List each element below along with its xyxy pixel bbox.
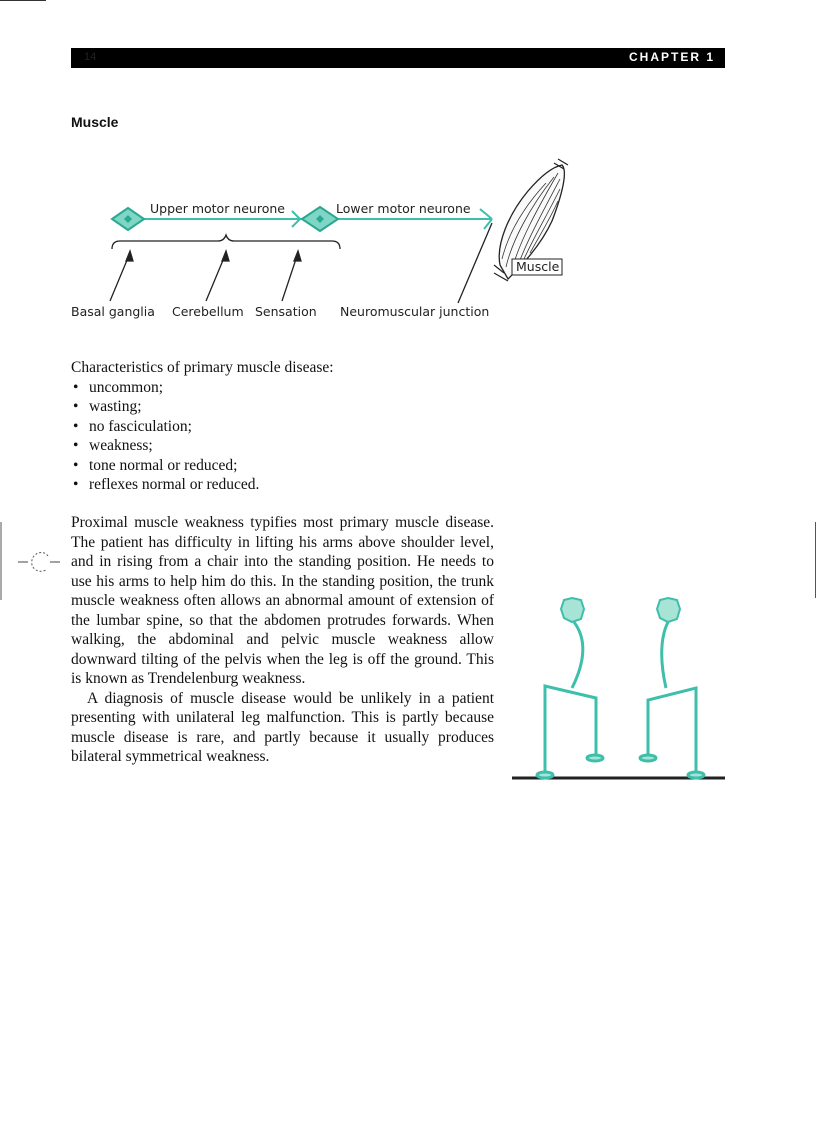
muscle-label: Muscle bbox=[516, 259, 560, 274]
basal-ganglia-label: Basal ganglia bbox=[71, 304, 155, 319]
list-item: • no fasciculation; bbox=[71, 417, 334, 437]
upper-neurone-cell-icon bbox=[112, 208, 144, 230]
list-item: • weakness; bbox=[71, 436, 334, 456]
list-item: • uncommon; bbox=[71, 378, 334, 398]
cerebellum-label: Cerebellum bbox=[172, 304, 244, 319]
page-number: 14 bbox=[84, 51, 97, 63]
crop-mark-icon bbox=[0, 522, 62, 604]
neuromuscular-junction-label: Neuromuscular junction bbox=[340, 304, 490, 319]
standing-figure-right bbox=[640, 598, 704, 778]
motor-pathway-diagram bbox=[60, 155, 580, 325]
list-item: • tone normal or reduced; bbox=[71, 456, 334, 476]
upper-motor-neurone-label: Upper motor neurone bbox=[150, 201, 285, 216]
paragraph: Proximal muscle weakness typifies most primary muscle disease. The patient has difficulty in lifting his arms above shoulder level, and in rising from a chair into the standing position. He needs to use his arms to help him do this. In the standing position, the trunk muscle weakness often allows an abnormal amount of extension of the lumbar spine, so that the abdomen protrudes forwards. When walking, the abdominal and pelvic muscle weakness allow downward tilting of the pelvis when the leg is off the ground. This is known as Trendelenburg weakness. bbox=[71, 514, 494, 687]
chapter-label: CHAPTER 1 bbox=[628, 50, 715, 64]
neuromuscular-junction-arrow bbox=[458, 223, 492, 303]
section-title: Muscle bbox=[71, 114, 119, 130]
characteristics-list bbox=[71, 358, 334, 495]
running-header bbox=[71, 48, 725, 68]
paragraph: A diagnosis of muscle disease would be unlikely in a patient presenting with unilateral leg malfunction. This is partly because muscle disease is rare, and partly because it usually produces bilateral symmetrical weakness. bbox=[71, 689, 494, 765]
trendelenburg-figures bbox=[510, 590, 730, 785]
lower-neurone-cell-icon bbox=[302, 207, 338, 231]
top-rule bbox=[0, 0, 46, 1]
standing-figure-left bbox=[537, 598, 603, 778]
list-item: • wasting; bbox=[71, 397, 334, 417]
characteristics-intro: Characteristics of primary muscle disease: bbox=[71, 359, 334, 376]
brace bbox=[112, 235, 340, 249]
sensation-label: Sensation bbox=[255, 304, 317, 319]
lower-motor-neurone-label: Lower motor neurone bbox=[336, 201, 471, 216]
body-text bbox=[71, 513, 494, 767]
list-item: • reflexes normal or reduced. bbox=[71, 475, 334, 495]
